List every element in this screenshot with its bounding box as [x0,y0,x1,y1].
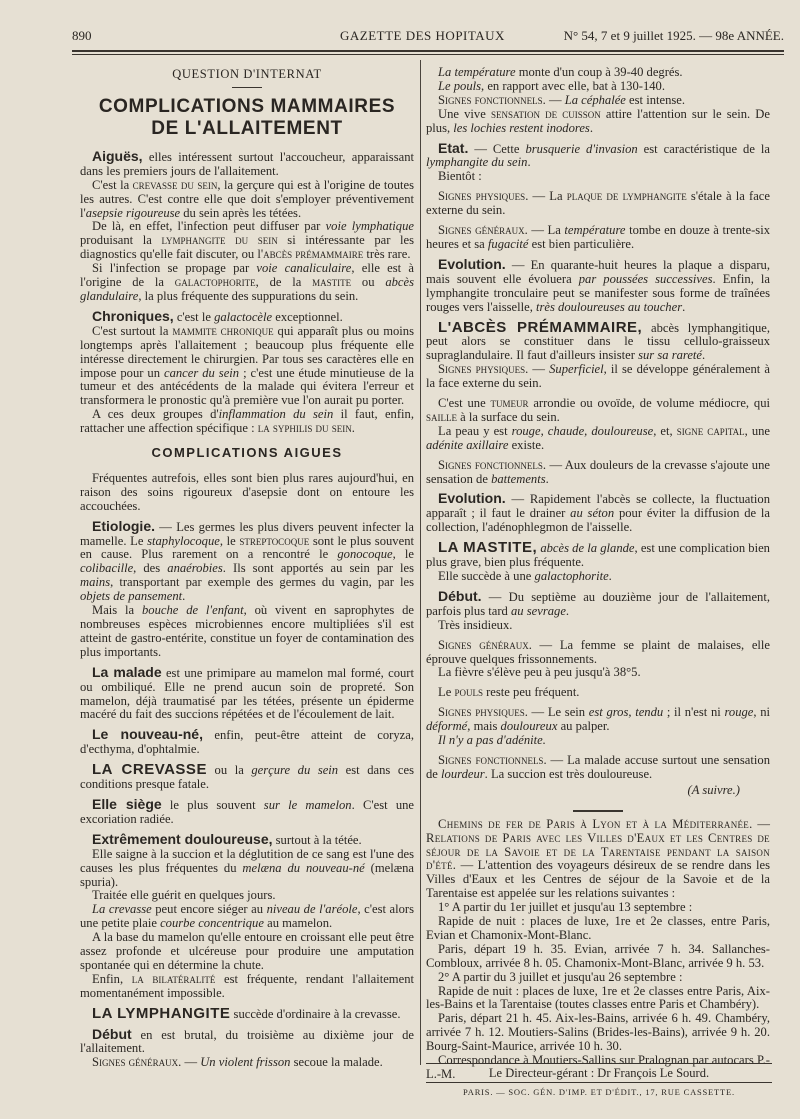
paragraph-evolution-abces: Evolution. — Rapidement l'abcès se collecte, la fluctuation apparaît ; il faut le drainer au séton pour éviter la diffusion de la collection, l'adénophlegmon de l'aisselle. [426,490,770,535]
paragraph-temperature: La température monte d'un coup à 39-40 degrés. [438,65,683,79]
paragraph-pas-adenite: Il n'y a pas d'adénite. [438,733,546,748]
paragraph-pouls-mastite: Le pouls reste peu fréquent. [438,685,580,700]
paragraph-tumeur: C'est une tumeur arrondie ou ovoïde, de volume médiocre, qui saille à la surface du sein. [426,396,770,424]
paragraph-debut: Début en est brutal, du troisième au dixième jour de l'allaitement. [80,1025,414,1056]
paragraph-traitee: Traitée elle guérit en quelques jours. [92,888,276,903]
paragraph-lymphatique: De là, en effet, l'infection peut diffuser par voie lymphatique produisant la lymphangite du sein si intéressante par les diagnostics qu'elle fait discuter, ou l'abcès prémammaire très rare. [80,219,414,262]
paragraph-etat: Etat. — Cette brusquerie d'invasion est caractéristique de la lymphangite du sein. [426,139,770,170]
paragraph-base-mamelon: A la base du mamelon qu'elle entoure en croissant elle peut être assez profonde et ulcéreuse pour produire une amputation spontanée qui en détermine la chute. [80,930,414,972]
paragraph-signes-generaux: Signes généraux. — Un violent frisson secoue la malade. [92,1055,383,1070]
kicker-rule [232,87,262,88]
issue-date: N° 54, 7 et 9 juillet 1925. — 98e ANNÉE. [563,28,784,43]
page-number: 890 [72,28,92,43]
paragraph-canaliculaire: Si l'infection se propage par voie canaliculaire, elle est à l'origine de la galactophorite, de la mastite ou abcès glandulaire, la plus fréquente des suppurations du sein. [80,261,415,303]
to-be-continued: (A suivre.) [687,782,740,797]
paragraph-fugacite: Signes généraux. — La température tombe en douze à trente-six heures et sa fugacité est bien particulière. [426,223,771,251]
notice-rule [573,810,623,812]
notice-line: 1° A partir du 1er juillet et jusqu'au 13 septembre : [438,900,693,915]
notice-line: Correspondance à Moutiers-Sallins sur Pralognan par autocars P.-L.-M. [426,1053,770,1081]
left-column [80,66,414,1070]
paragraph-aigues: Aiguës, elles intéressent surtout l'accoucheur, apparaissant dans les premiers jours de l'allaitement. [80,147,414,178]
paragraph-debut-mastite: Début. — Du septième au douzième jour de l'allaitement, parfois plus tard au sevrage. [426,587,770,618]
footer-rule-lower [426,1082,772,1083]
paragraph-insidieux: Très insidieux. [438,617,513,632]
paragraph-etiologie: Etiologie. — Les germes les plus divers peuvent infecter la mamelle. Le staphylocoque, le streptocoque sont le plus souvent en cause. Plus rarement on a rencontré le gonocoque, le colibacille, des anaérobies. Ils sont apportés au sein par les mains, transportant par exemple des germes du vagin, par les objets de pansement. [80,517,414,604]
paragraph-mastite: LA MASTITE, abcès de la glande, est une complication bien plus grave, bien plus fréquente. [426,539,770,570]
paragraph-malade: La malade est une primipare au mamelon mal formé, court ou ombiliqué. Elle ne prend aucun soin de propreté. Son mamelon, déjà traumatisé par les tétées, présente un épiderme macéré du fait des succions répétées et de l'écoulement de lait. [80,663,414,722]
paragraph-evolution-lymph: Evolution. — En quarante-huit heures la plaque a disparu, mais souvent elle évoluera par poussées successives. Enfin, la lymphangite tronculaire peut se manifester sous forme de traînées rouges vers l'aisselle, très douloureuses au toucher. [426,255,770,314]
notice-line: Paris, départ 19 h. 35. Evian, arrivée 7 h. 34. Sallanches-Combloux, arrivée 8 h. 05. Chamonix-Mont-Blanc, arrivée 9 h. 53. [426,941,770,970]
notice-line: Paris, départ 21 h. 45. Aix-les-Bains, arrivée 6 h. 49. Chambéry, arrivée 7 h. 12. Moutiers-Salins (Brides-les-Bains), arrivée 9 h. 20. Bourg-Saint-Maurice, arrivée 10 h. 30. [426,1011,770,1054]
paragraph-malaises: Signes généraux. — La femme se plaint de malaises, elle éprouve quelques frissonnements. [426,637,770,666]
paragraph-mammite: C'est surtout la mammite chronique qui apparaît plus ou moins longtemps après l'allaitement ; beaucoup plus fréquente elle intéresse directement le chirurgien. Par tous ses caractères elle en impose pour un cancer du sein ; c'est une étude minutieuse de la tumeur et des antécédents de la malade qui évitera l'erreur et transformera le pronostic qu'à première vue l'on aurait pu porter. [80,323,414,408]
paragraph-siege: Elle siège le plus souvent sur le mamelon. C'est une excoriation radiée. [80,795,415,826]
paragraph-pouls: Le pouls, en rapport avec elle, bat à 130-140. [438,78,665,93]
paragraph-syphilis: A ces deux groupes d'inflammation du sein il faut, enfin, rattacher une affection spécifique : la syphilis du sein. [80,407,414,436]
article-title [80,96,414,140]
paragraph-saigne: Elle saigne à la succion et la déglutition de ce sang est l'une des causes les plus fréquentes du melæna du nouveau-né (melæna spuria). [80,846,415,889]
paragraph-galactophorite: Elle succède à une galactophorite. [438,569,612,583]
notice-line: 2° A partir du 3 juillet et jusqu'au 26 septembre : [438,969,683,984]
journal-title: GAZETTE DES HOPITAUX [340,28,505,43]
paragraph-sein-gros: Signes physiques. — Le sein est gros, tendu ; il n'est ni rouge, ni déformé, mais douloureux au palper. [426,705,771,734]
article-kicker: QUESTION D'INTERNAT [172,67,322,81]
paragraph-fievre: La fièvre s'élève peu à peu jusqu'à 38°5. [438,665,641,680]
paragraph-lourdeur: Signes fonctionnels. — La malade accuse surtout une sensation de lourdeur. La succion est très douloureuse. [426,752,770,781]
paragraph-lymphangite: LA LYMPHANGITE succède d'ordinaire à la crevasse. [92,1004,401,1022]
footer-gerant: Le Directeur-gérant : Dr François Le Sourd. [488,1066,710,1080]
notice-line: Rapide de nuit : places de luxe, 1re et 2e classes entre Paris, Aix-les-Bains et la Tarentaise (toutes classes entre Paris et Chambéry). [426,983,770,1012]
paragraph-bilateralite: Enfin, la bilatéralité est fréquente, rendant l'allaitement momentanément impossible. [80,971,414,1000]
article-title-line-2: DE L'ALLAITEMENT [151,117,343,139]
paragraph-bientot: Bientôt : [438,169,482,184]
header-rule-thin [72,54,784,55]
paragraph-bouche: Mais la bouche de l'enfant, où vivent en saprophytes de nombreuses espèces microbiennes encore multipliées s'il est atteint de gastro-entérite, constitue un foyer de contamination des plus importants. [80,603,414,659]
paragraph-la-crevasse: LA CREVASSE ou la gerçure du sein est dans ces conditions presque fatale. [80,761,414,792]
paragraph-battements: Signes fonctionnels. — Aux douleurs de la crevasse s'ajoute une sensation de battements. [426,457,770,486]
paragraph-plaque: Signes physiques. — La plaque de lymphangite s'étale à la face externe du sein. [426,189,770,218]
paragraph-abces-premammaire: L'ABCÈS PRÉMAMMAIRE, abcès lymphangitique, peut alors se constituer dans le tissu cellulo-graisseux supraglandulaire. Il faut d'ailleurs insister sur sa rareté. [426,318,770,363]
column-divider [420,60,421,1065]
section-subhead: COMPLICATIONS AIGUES [151,445,343,461]
paragraph-douloureuse: Extrêmement douloureuse, surtout à la tétée. [92,830,362,847]
footer-printer: PARIS. — SOC. GÉN. D'IMP. ET D'ÉDIT., 17, RUE CASSETTE. [463,1087,735,1097]
paragraph-areole: La crevasse peut encore siéger au niveau de l'aréole, c'est alors une petite plaie courbe concentrique au mamelon. [80,902,415,931]
article-title-line-1: COMPLICATIONS MAMMAIRES [98,95,396,117]
right-column [426,66,770,1082]
paragraph-peau: La peau y est rouge, chaude, douloureuse, et, signe capital, une adénite axillaire existe. [426,423,771,452]
header-rule [72,50,784,52]
railway-notice [426,818,770,1082]
notice-intro: Chemins de fer de Paris à Lyon et à la Méditerranée. — Relations de Paris avec les Villes d'Eaux et les Centres de séjour de la Savoie et de la Tarentaise pendant la saison d'été. — L'attention des voyageurs désireux de se rendre dans les Villes d'Eaux et les Centres de séjour de la Savoie et de la Tarentaise est appelée sur les relations suivantes : [426,816,770,901]
page-header [72,26,784,48]
paragraph-crevasse-intro: C'est la crevasse du sein, la gerçure qui est à l'origine de toutes les autres. C'est contre elle que doit s'employer préventivement l'asepsie rigoureuse du sein après les tétées. [80,177,415,220]
notice-line: Rapide de nuit : places de luxe, 1re et 2e classes, entre Paris, Evian et Chamonix-Mont-Blanc. [426,914,770,942]
paragraph-nouveau-ne: Le nouveau-né, enfin, peut-être atteint de coryza, d'ecthyma, d'ophtalmie. [80,726,414,757]
paragraph-superficiel: Signes physiques. — Superficiel, il se développe généralement à la face externe du sein. [426,362,770,391]
paragraph-cuisson: Une vive sensation de cuisson attire l'attention sur le sein. De plus, les lochies restent inodores. [426,106,770,135]
footer-rule [426,1063,772,1064]
paragraph-frequentes: Fréquentes autrefois, elles sont bien plus rares aujourd'hui, en raison des soins rigoureux d'asepsie dont on entoure les accouchées. [80,470,414,513]
paragraph-chroniques: Chroniques, c'est le galactocèle exceptionnel. [92,307,343,324]
paragraph-cephalee: Signes fonctionnels. — La céphalée est intense. [438,92,686,107]
